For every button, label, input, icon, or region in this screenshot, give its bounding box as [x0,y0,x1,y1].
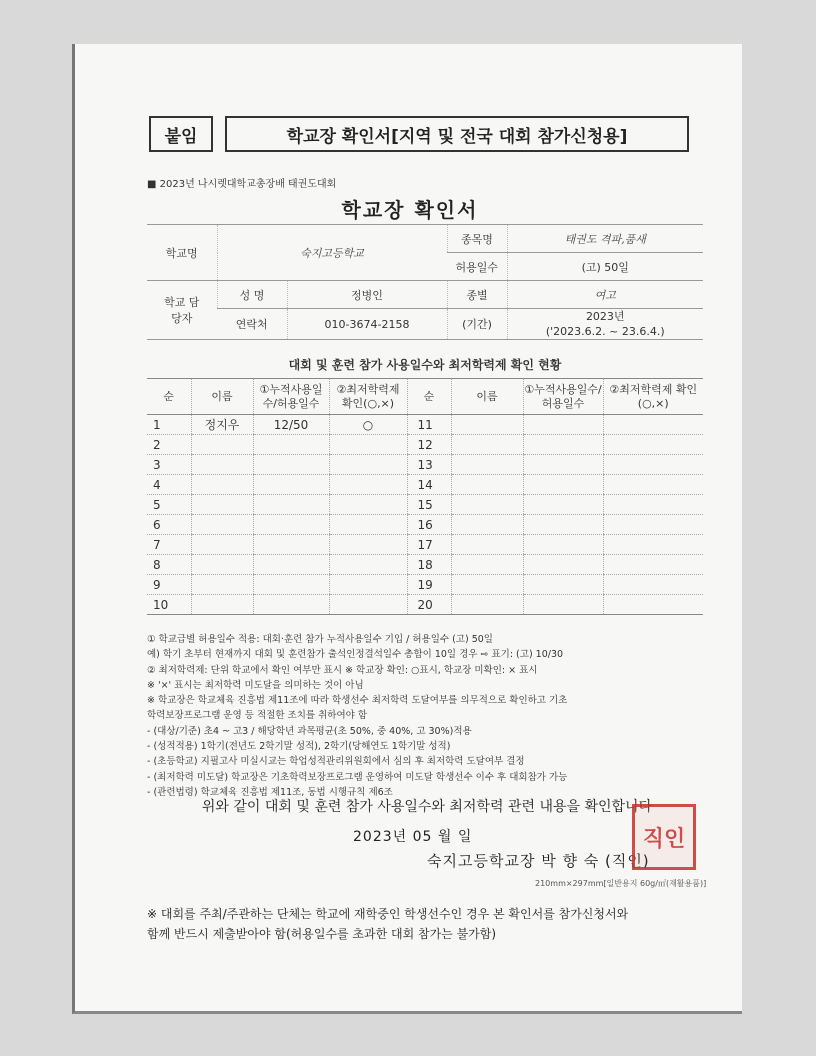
min-academic-check [329,515,407,535]
participation-table-title: 대회 및 훈련 참가 사용일수와 최저학력제 확인 현황 [288,358,562,372]
col-check: ②최저학력제 확인(○,×) [329,379,407,415]
days-used [253,535,329,555]
col-no: 순 [147,379,191,415]
days-used: 12/50 [253,415,329,435]
days-used [523,475,603,495]
participant-name [451,575,523,595]
days-used [253,515,329,535]
participant-name [191,595,253,615]
min-academic-check [329,455,407,475]
min-academic-check [603,535,703,555]
col-check-right: ②최저학력제 확인(○,×) [603,379,703,415]
attachment-label: 붙임 [149,116,213,152]
school-info-table [147,224,703,340]
table-row [147,415,703,435]
row-number: 6 [147,515,191,535]
row-number: 4 [147,475,191,495]
participant-name [191,495,253,515]
signature-date: 2023년 05 월 일 [353,829,473,845]
allowed-days-label: 허용일수 [447,253,507,281]
col-days: ①누적사용일수/허용일수 [253,379,329,415]
event-name: ■ 2023년 나시렛대학교총장배 태권도대회 [147,179,337,190]
period-label: (기간) [447,309,507,340]
manager-label: 학교 담당자 [147,281,217,340]
days-used [523,515,603,535]
form-header-title: 학교장 확인서[지역 및 전국 대회 참가신청용] [225,116,689,152]
table-row [147,535,703,555]
days-used [253,595,329,615]
min-academic-check [603,475,703,495]
footnote-line: ※ 대회를 주최/주관하는 단체는 학교에 재학중인 학생선수인 경우 본 확인서를 참가신청서와 [147,907,629,921]
days-used [523,575,603,595]
col-name-right: 이름 [451,379,523,415]
table-row [147,575,703,595]
table-header-row [147,379,703,415]
school-name-label: 학교명 [147,225,217,281]
event-type-value: 태권도 격파,품새 [507,225,703,253]
gender-value: 여고 [507,281,703,309]
row-number: 16 [407,515,451,535]
min-academic-check [329,535,407,555]
school-name-value: 숙지고등학교 [217,225,447,281]
manager-name-value: 정병인 [287,281,447,309]
min-academic-check [603,515,703,535]
days-used [523,555,603,575]
row-number: 20 [407,595,451,615]
manager-name-label: 성 명 [217,281,287,309]
note-line: - (최저학력 미도달) 학교장은 기초학력보장프로그램 운영하여 미도달 학생선수 이수 후 대회참가 가능 [147,771,568,783]
days-used [253,495,329,515]
participant-name [191,575,253,595]
period-range: ('2023.6.2. ~ 23.6.4.) [545,325,665,338]
min-academic-check [603,435,703,455]
min-academic-check [603,575,703,595]
participant-name: 정지우 [191,415,253,435]
row-number: 1 [147,415,191,435]
participant-name [191,535,253,555]
days-used [523,455,603,475]
row-number: 17 [407,535,451,555]
note-line: ② 최저학력제: 단위 학교에서 확인 여부만 표시 ※ 학교장 확인: ○표시, 학교장 미확인: × 표시 [147,664,538,676]
min-academic-check [329,595,407,615]
participation-table [147,378,703,615]
participant-name [451,495,523,515]
participant-name [451,595,523,615]
participant-name [451,515,523,535]
table-row [147,435,703,455]
min-academic-check [603,555,703,575]
gender-label: 종별 [447,281,507,309]
min-academic-check [329,575,407,595]
participant-name [451,415,523,435]
table-row [147,515,703,535]
period-year: 2023년 [585,310,625,323]
participant-name [451,435,523,455]
note-line: 예) 학기 초부터 현재까지 대회 및 훈련참가 출석인정결석일수 총합이 10일 경우 ⇨ 표기: (고) 10/30 [147,649,564,661]
row-number: 11 [407,415,451,435]
row-number: 14 [407,475,451,495]
participant-name [191,515,253,535]
col-days-right: ①누적사용일수/허용일수 [523,379,603,415]
table-row [147,595,703,615]
row-number: 3 [147,455,191,475]
principal-signature: 숙지고등학교장 박 향 숙 (직인) [427,852,650,870]
event-type-label: 종목명 [447,225,507,253]
document-page [72,44,742,1014]
min-academic-check [603,595,703,615]
min-academic-check [329,475,407,495]
min-academic-check [603,415,703,435]
table-row [147,555,703,575]
col-name: 이름 [191,379,253,415]
min-academic-check [329,555,407,575]
min-academic-check: ○ [329,415,407,435]
row-number: 7 [147,535,191,555]
row-number: 13 [407,455,451,475]
participant-name [191,435,253,455]
min-academic-check [329,495,407,515]
table-row [147,475,703,495]
note-line: ※ 학교장은 학교체육 진흥법 제11조에 따라 학생선수 최저학력 도달여부를 의무적으로 확인하고 기초 [147,695,568,707]
footnote-line: 함께 반드시 제출받아야 함(허용일수를 초과한 대회 참가는 불가함) [147,927,497,941]
note-line: 학력보장프로그램 운영 등 적절한 조치를 취하여야 함 [147,710,368,722]
min-academic-check [603,495,703,515]
document-title: 학교장 확인서 [341,198,479,222]
participant-name [191,455,253,475]
min-academic-check [329,435,407,455]
min-academic-check [603,455,703,475]
confirmation-statement: 위와 같이 대회 및 훈련 참가 사용일수와 최저학력 관련 내용을 확인합니다 [201,799,653,815]
participant-name [191,555,253,575]
note-line: - (성적적용) 1학기(전년도 2학기말 성적), 2학기(당해연도 1학기말 성적) [147,741,451,753]
note-line: ① 학교급별 허용일수 적용: 대회·훈련 참가 누적사용일수 기입 / 허용일수 (고) 50일 [147,634,493,645]
row-number: 12 [407,435,451,455]
footnote [147,904,707,944]
note-line: ※ '×' 표시는 최저학력 미도달을 의미하는 것이 아님 [147,679,364,691]
row-number: 5 [147,495,191,515]
official-seal-stamp: 직인 [632,804,696,870]
participant-name [451,555,523,575]
days-used [253,435,329,455]
days-used [253,575,329,595]
participant-name [451,475,523,495]
note-line: - (관련법령) 학교체육 진흥법 제11조, 동법 시행규칙 제6조 [147,786,393,798]
participant-name [451,455,523,475]
contact-value: 010-3674-2158 [287,309,447,340]
allowed-days-value: (고) 50일 [507,253,703,281]
table-row [147,495,703,515]
participant-name [451,535,523,555]
contact-label: 연락처 [217,309,287,340]
paper-spec: 210mm×297mm[일반용지 60g/㎡(재활용품)] [535,879,707,888]
days-used [523,435,603,455]
row-number: 15 [407,495,451,515]
days-used [253,475,329,495]
row-number: 19 [407,575,451,595]
col-no-right: 순 [407,379,451,415]
days-used [523,495,603,515]
note-line: - (초등학교) 지필고사 미실시교는 학업성적관리위원회에서 심의 후 최저학력 도달여부 결정 [147,756,525,768]
days-used [253,555,329,575]
table-row [147,455,703,475]
period-value [507,309,703,340]
notes-section [147,632,713,800]
row-number: 8 [147,555,191,575]
row-number: 2 [147,435,191,455]
row-number: 10 [147,595,191,615]
days-used [523,415,603,435]
note-line: - (대상/기준) 초4 ~ 고3 / 해당학년 과목평균(초 50%, 중 40%, 고 30%)적용 [147,725,472,737]
participant-name [191,475,253,495]
days-used [253,455,329,475]
row-number: 9 [147,575,191,595]
row-number: 18 [407,555,451,575]
days-used [523,595,603,615]
days-used [523,535,603,555]
